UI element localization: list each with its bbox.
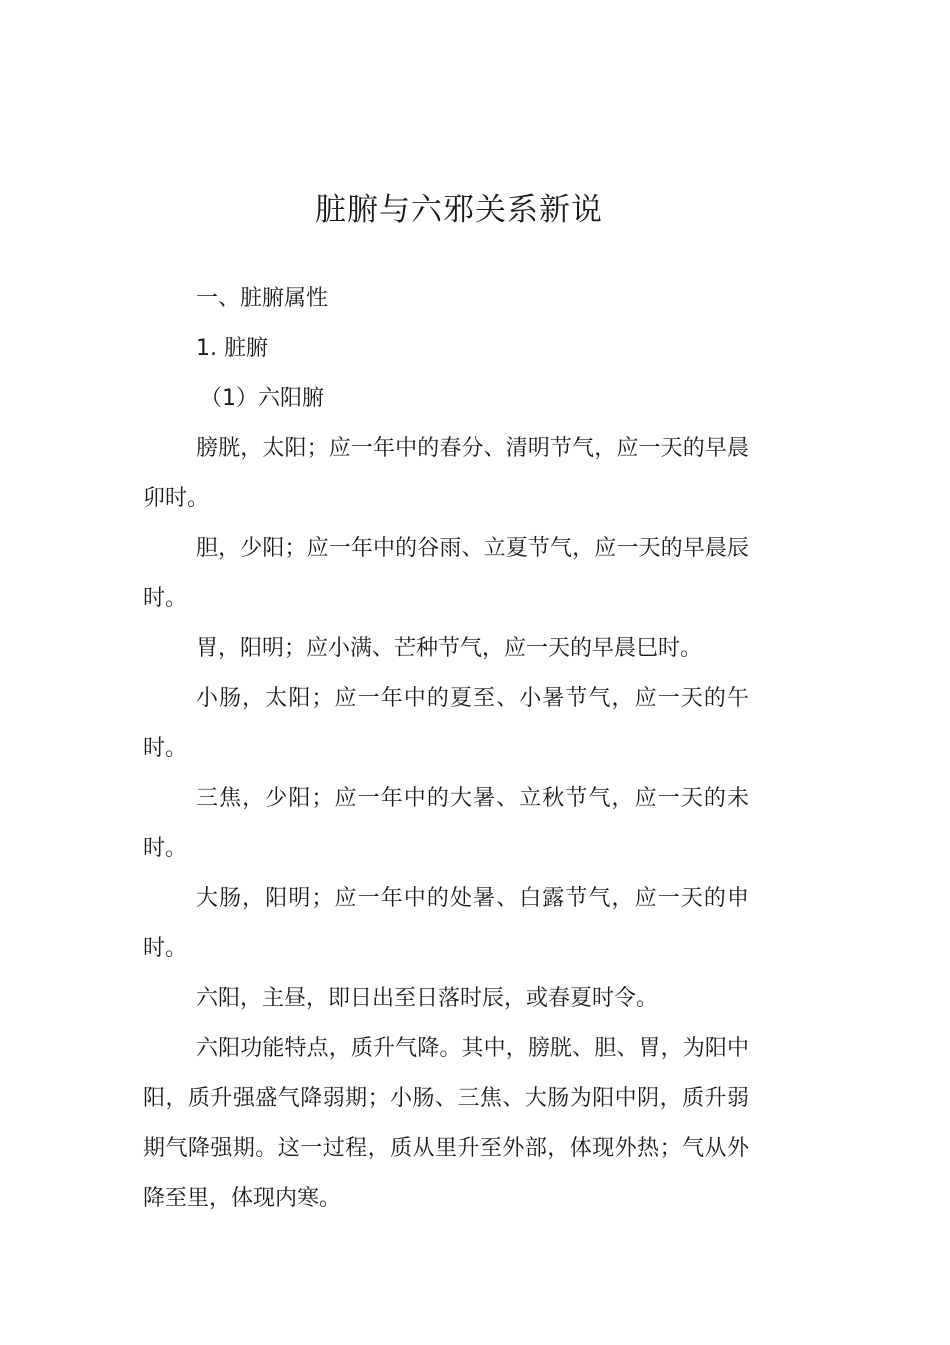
paragraph-six-yang-function: 六阳功能特点，质升气降。其中，膀胱、胆、胃，为阳中阳，质升强盛气降弱期；小肠、三焦、大肠为阳中阴，质升弱期气降强期。这一过程，质从里升至外部，体现外热；气从外降至里，体现内寒。 <box>143 1036 749 1211</box>
section-heading: 一、脏腑属性 <box>196 286 329 311</box>
page-title: 脏腑与六邪关系新说 <box>315 192 603 228</box>
paragraph-six-yang-day: 六阳，主昼，即日出至日落时辰，或春夏时令。 <box>196 986 659 1011</box>
paragraph-small-intestine: 小肠，太阳；应一年中的夏至、小暑节气，应一天的午时。 <box>143 686 749 761</box>
paragraph-stomach: 胃，阳明；应小满、芒种节气，应一天的早晨巳时。 <box>196 636 703 661</box>
subsubsection-heading: （1）六阳腑 <box>200 386 324 411</box>
paragraph-large-intestine: 大肠，阳明；应一年中的处暑、白露节气，应一天的申时。 <box>143 886 749 961</box>
document-body <box>143 274 749 1224</box>
subsection-heading: 1. 脏腑 <box>196 336 268 361</box>
paragraph-gallbladder: 胆，少阳；应一年中的谷雨、立夏节气，应一天的早晨辰时。 <box>143 536 749 611</box>
paragraph-bladder: 膀胱，太阳；应一年中的春分、清明节气，应一天的早晨卯时。 <box>143 436 749 511</box>
paragraph-sanjiao: 三焦，少阳；应一年中的大暑、立秋节气，应一天的未时。 <box>143 786 749 861</box>
